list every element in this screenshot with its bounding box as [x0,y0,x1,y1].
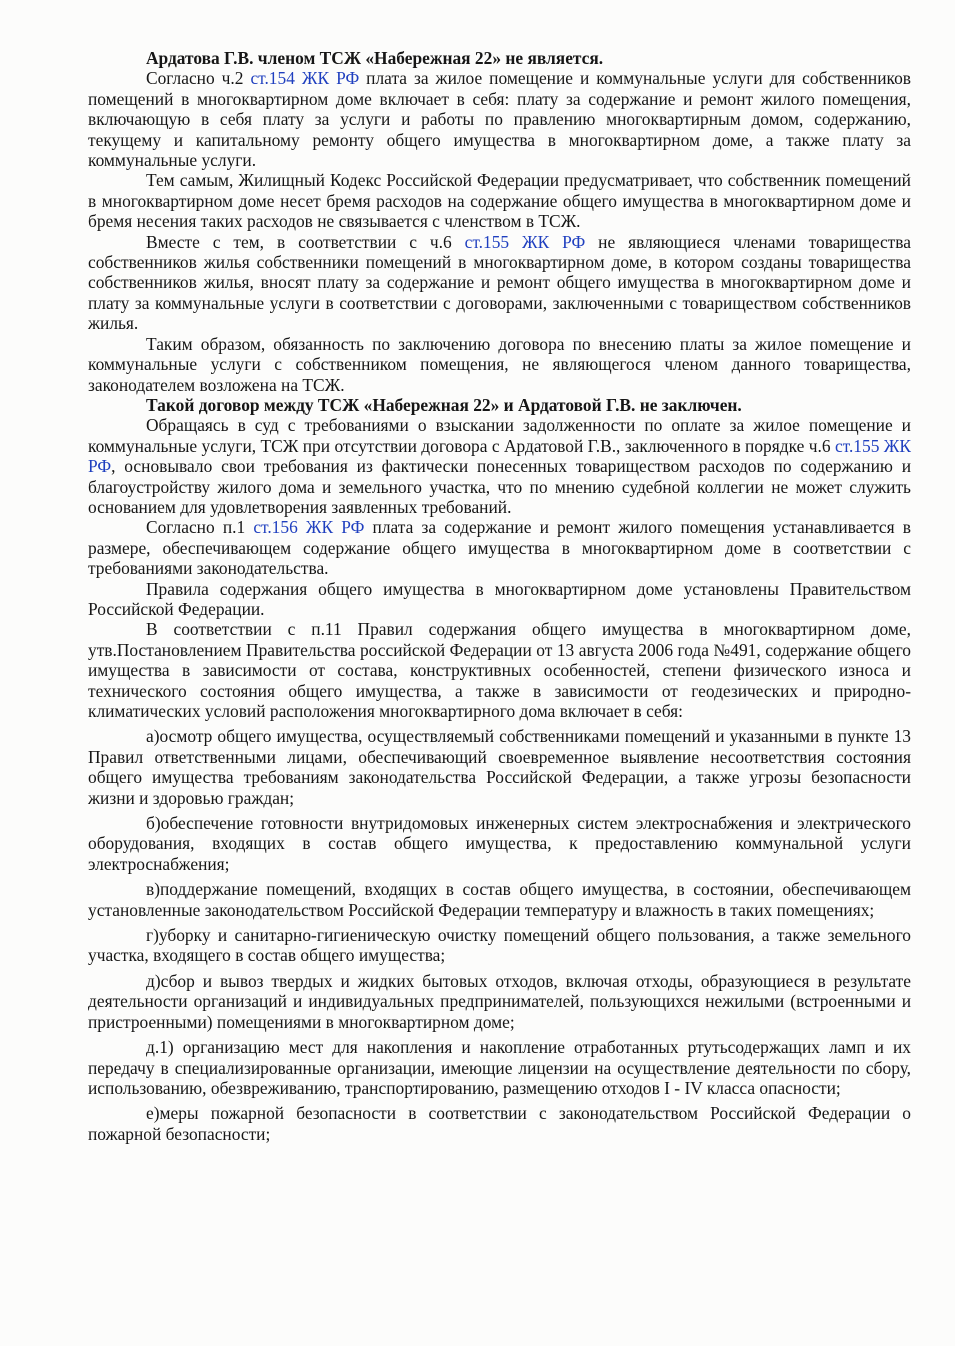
paragraph-text: Вместе с тем, в соответствии с ч.6 [146,231,465,252]
paragraph-text: плата за жилое помещение и коммунальные услуги для собственников помещений в многоквартирном доме включает в себя: плату за содержание и ремонт жилого помещения, включающую в себя плату за услуги и работы по правлению многоквартирным домом, содержанию, текущему и капитальному ремонту общего имущества в многоквартирном доме, а также плату за коммунальные услуги. [88,68,911,171]
paragraph-housing-code: Тем самым, Жилищный Кодекс Российской Федерации предусматривает, что собственник помещений в многоквартирном доме несет бремя расходов на содержание общего имущества в многоквартирном доме и бремя несения таких расходов не связывается с членством в ТСЖ. [88,170,911,232]
list-item-e: е)меры пожарной безопасности в соответствии с законодательством Российской Федерации о пожарной безопасности; [88,1103,911,1144]
paragraph-art156 [88,517,911,578]
list-item-g: г)уборку и санитарно-гигиеническую очистку помещений общего пользования, а также земельного участка, входящего в состав общего имущества; [88,925,911,966]
list-item-b: б)обеспечение готовности внутридомовых инженерных систем электроснабжения и электрического оборудования, входящих в состав общего имущества, к предоставлению коммунальной услуги электроснабжения; [88,813,911,874]
paragraph-obligation: Таким образом, обязанность по заключению договора по внесению платы за жилое помещение и коммунальные услуги с собственником помещения, не являющегося членом данного товарищества, законодателем возложена на ТСЖ. [88,333,911,395]
paragraph-art155 [88,232,911,334]
paragraph-rules: Правила содержания общего имущества в многоквартирном доме установлены Правительством Российской Федерации. [88,578,911,619]
law-link-art155[interactable]: ст.155 ЖК РФ [464,231,586,252]
paragraph-court-claim [88,415,911,517]
paragraph-heading-membership: Ардатова Г.В. членом ТСЖ «Набережная 22» не является. [146,48,604,68]
paragraph-art154 [88,68,911,170]
law-link-art155[interactable]: ст.155 ЖК РФ [88,435,911,477]
paragraph-text: , основывало свои требования из фактически понесенных товариществом расходов по содержанию и благоустройству жилого дома и земельного участка, что по мнению судебной коллегии не может служить основанием для удовлетворения заявленных требований. [88,456,911,517]
paragraph-text: Обращаясь в суд с требованиями о взыскании задолженности по оплате за жилое помещение и коммунальные услуги, ТСЖ при отсутствии договора с Ардатовой Г.В., заключенного в порядке ч.6 [88,415,911,456]
list-item-v: в)поддержание помещений, входящих в состав общего имущества, в состоянии, обеспечивающем установленные законодательством Российской Федерации температуру и влажность в таких помещениях; [88,879,911,920]
list-item-d1: д.1) организацию мест для накопления и накопление отработанных ртутьсодержащих ламп и их передачу в специализированные организации, имеющие лицензии на осуществление деятельности по сбору, использованию, обезвреживанию, транспортированию, размещению отходов I - IV класса опасности; [88,1037,911,1098]
paragraph-text: плата за содержание и ремонт жилого помещения устанавливается в размере, обеспечивающем содержание общего имущества в многоквартирном доме в соответствии с требованиями законодательства. [88,517,911,579]
paragraph-text: не являющиеся членами товарищества собственников жилья собственники помещений в многоквартирном доме, в котором созданы товарищества собственников жилья, вносят плату за содержание и ремонт общего имущества в многоквартирном доме и плату за коммунальные услуги в соответствии с договорами, заключенными с товариществом собственников жилья. [88,231,911,334]
law-link-art156[interactable]: ст.156 ЖК РФ [253,517,365,538]
list-item-a: а)осмотр общего имущества, осуществляемый собственниками помещений и указанными в пункте 13 Правил ответственными лицами, обеспечивающий своевременное выявление несоответствия состояния общего имущества требованиям законодательства Российской Федерации, а также угрозы безопасности жизни и здоровью граждан; [88,726,911,808]
paragraph-text: Согласно п.1 [146,517,254,538]
list-item-d: д)сбор и вывоз твердых и жидких бытовых отходов, включая отходы, образующиеся в результате деятельности организаций и индивидуальных предпринимателей, пользующихся нежилыми (встроенными и пристроенными) помещениями в многоквартирном доме; [88,970,911,1032]
paragraph-rule-11: В соответствии с п.11 Правил содержания общего имущества в многоквартирном доме, утв.Постановлением Правительства российской Федерации от 13 августа 2006 года №491, содержание общего имущества в зависимости от состава, конструктивных особенностей, степени физического износа и технического состояния общего имущества, а также в зависимости от геодезических и природно-климатических условий расположения многоквартирного дома включает в себя: [88,619,911,721]
law-link-art154[interactable]: ст.154 ЖК РФ [250,68,360,89]
paragraph-text: Согласно ч.2 [146,68,251,89]
paragraph-heading-contract: Такой договор между ТСЖ «Набережная 22» и Ардатовой Г.В. не заключен. [146,394,742,415]
